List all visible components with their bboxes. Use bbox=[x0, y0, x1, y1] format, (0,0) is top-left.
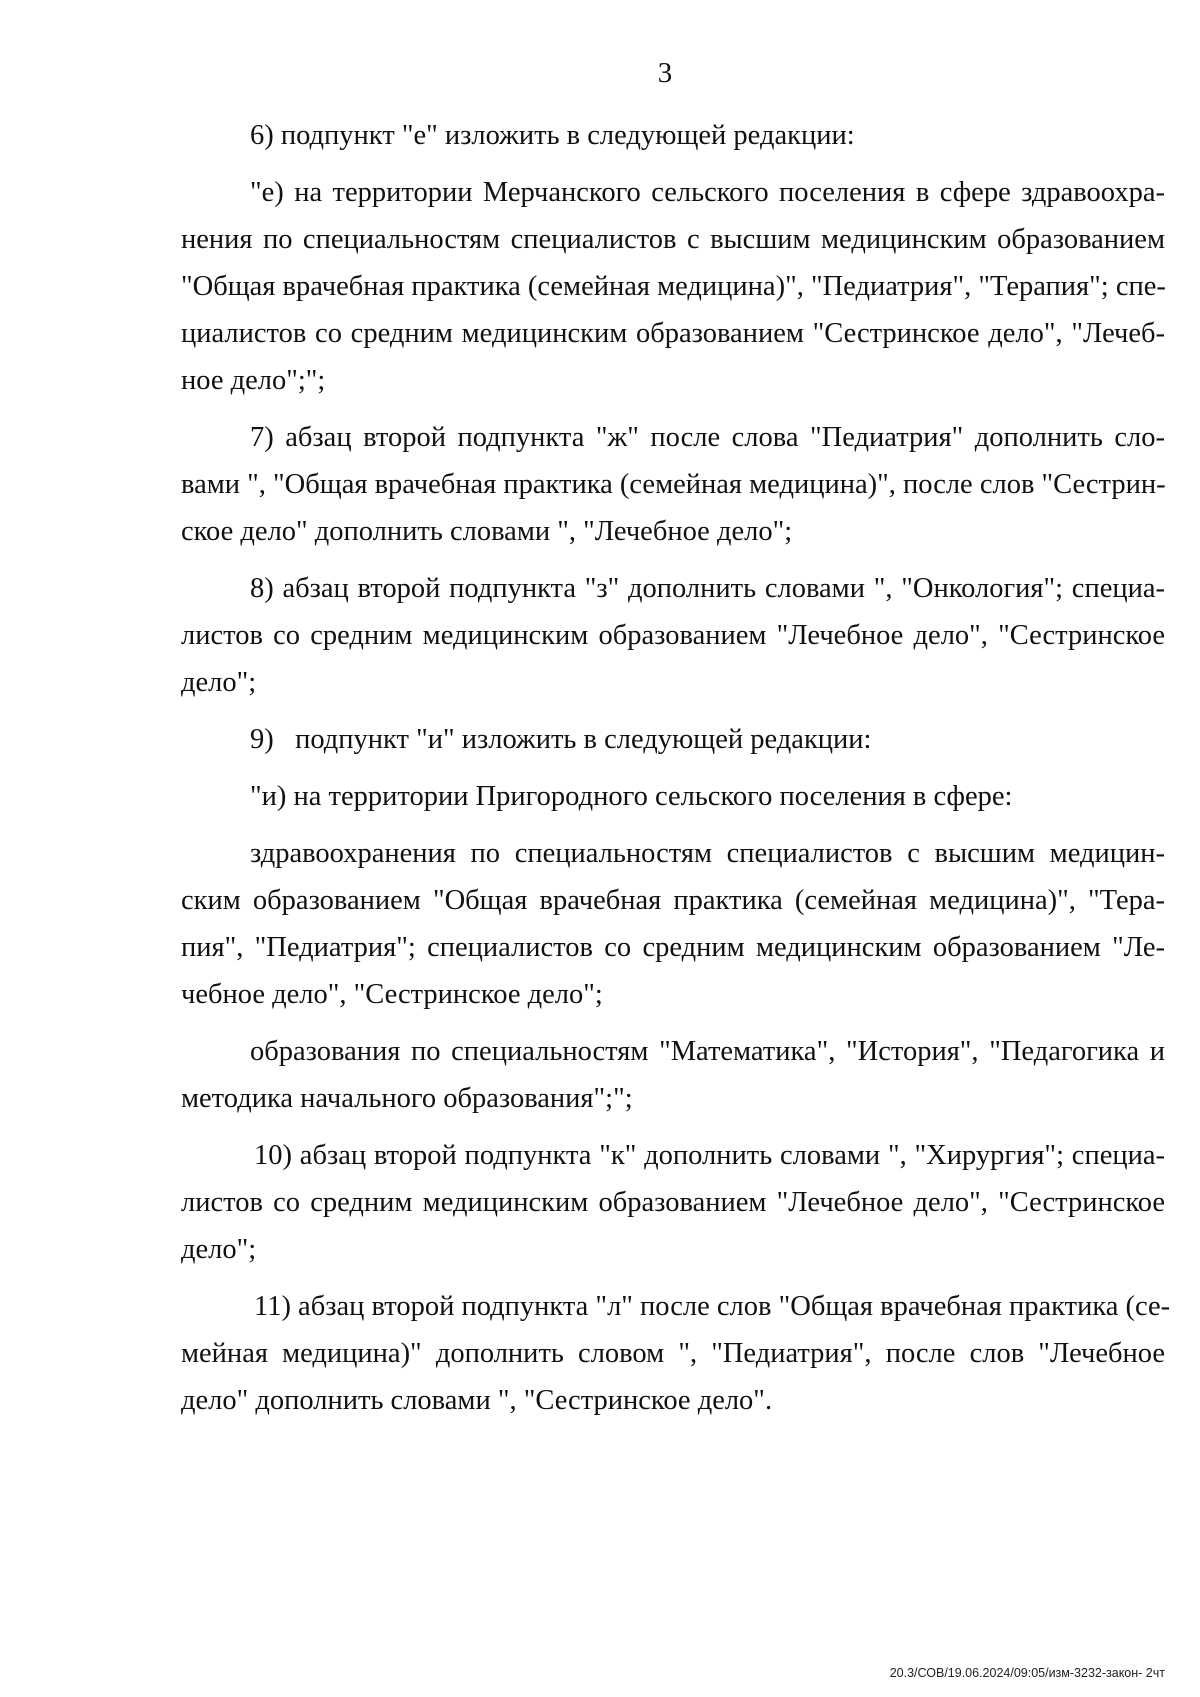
text-line: мейная медицина)" дополнить словом ", "Педиатрия", после слов "Лечебное bbox=[181, 1338, 1165, 1369]
text-line: дело"; bbox=[181, 667, 257, 698]
text-line: "е) на территории Мерчанского сельского поселения в сфере здравоохра- bbox=[250, 177, 1165, 208]
text-line: 6) подпункт "е" изложить в следующей редакции: bbox=[250, 120, 855, 151]
text-line: пия", "Педиатрия"; специалистов со средним медицинским образованием "Ле- bbox=[181, 932, 1165, 963]
text-line: здравоохранения по специальностям специалистов с высшим медицин- bbox=[250, 838, 1165, 869]
paragraph-item-9 bbox=[181, 716, 1165, 763]
paragraph-i-prigorodny bbox=[181, 773, 1165, 820]
text-line: дело"; bbox=[181, 1234, 257, 1265]
paragraph-item-8 bbox=[181, 565, 1165, 706]
text-line: 7) абзац второй подпункта "ж" после слова "Педиатрия" дополнить сло- bbox=[250, 422, 1165, 453]
text-line: 8) абзац второй подпункта "з" дополнить словами ", "Онкология"; специа- bbox=[250, 573, 1165, 604]
paragraph-healthcare bbox=[181, 830, 1165, 1018]
text-line: ное дело";"; bbox=[181, 365, 326, 396]
paragraph-item-7 bbox=[181, 414, 1165, 555]
text-line: листов со средним медицинским образованием "Лечебное дело", "Сестринское bbox=[181, 620, 1165, 651]
document-body bbox=[181, 112, 1171, 1424]
paragraph-item-11 bbox=[181, 1283, 1171, 1424]
paragraph-e-merchansky bbox=[181, 169, 1165, 404]
text-line: "и) на территории Пригородного сельского поселения в сфере: bbox=[250, 781, 1013, 812]
text-line: 9) подпункт "и" изложить в следующей редакции: bbox=[250, 724, 872, 755]
text-line: ское дело" дополнить словами ", "Лечебное дело"; bbox=[181, 516, 793, 547]
paragraph-item-10 bbox=[181, 1132, 1165, 1273]
text-line: 11) абзац второй подпункта "л" после слов "Общая врачебная практика (се- bbox=[254, 1291, 1171, 1322]
text-line: листов со средним медицинским образованием "Лечебное дело", "Сестринское bbox=[181, 1187, 1165, 1218]
text-line: ским образованием "Общая врачебная практика (семейная медицина)", "Тера- bbox=[181, 885, 1165, 916]
document-footer-code: 20.3/СОВ/19.06.2024/09:05/изм-3232-закон- 2чт bbox=[889, 1666, 1165, 1680]
text-line: "Общая врачебная практика (семейная медицина)", "Педиатрия", "Терапия"; спе- bbox=[181, 271, 1166, 302]
text-line: образования по специальностям "Математика", "История", "Педагогика и bbox=[250, 1036, 1165, 1067]
text-line: вами ", "Общая врачебная практика (семейная медицина)", после слов "Сестрин- bbox=[181, 469, 1166, 500]
text-line: чебное дело", "Сестринское дело"; bbox=[181, 979, 603, 1010]
text-line: дело" дополнить словами ", "Сестринское дело". bbox=[181, 1385, 773, 1416]
page-number: 3 bbox=[657, 57, 673, 89]
text-line: 10) абзац второй подпункта "к" дополнить словами ", "Хирургия"; специа- bbox=[254, 1140, 1165, 1171]
text-line: циалистов со средним медицинским образованием "Сестринское дело", "Лечеб- bbox=[181, 318, 1165, 349]
text-line: нения по специальностям специалистов с высшим медицинским образованием bbox=[181, 224, 1165, 255]
text-line: методика начального образования";"; bbox=[181, 1083, 633, 1114]
paragraph-item-6 bbox=[181, 112, 1165, 159]
paragraph-education bbox=[181, 1028, 1165, 1122]
